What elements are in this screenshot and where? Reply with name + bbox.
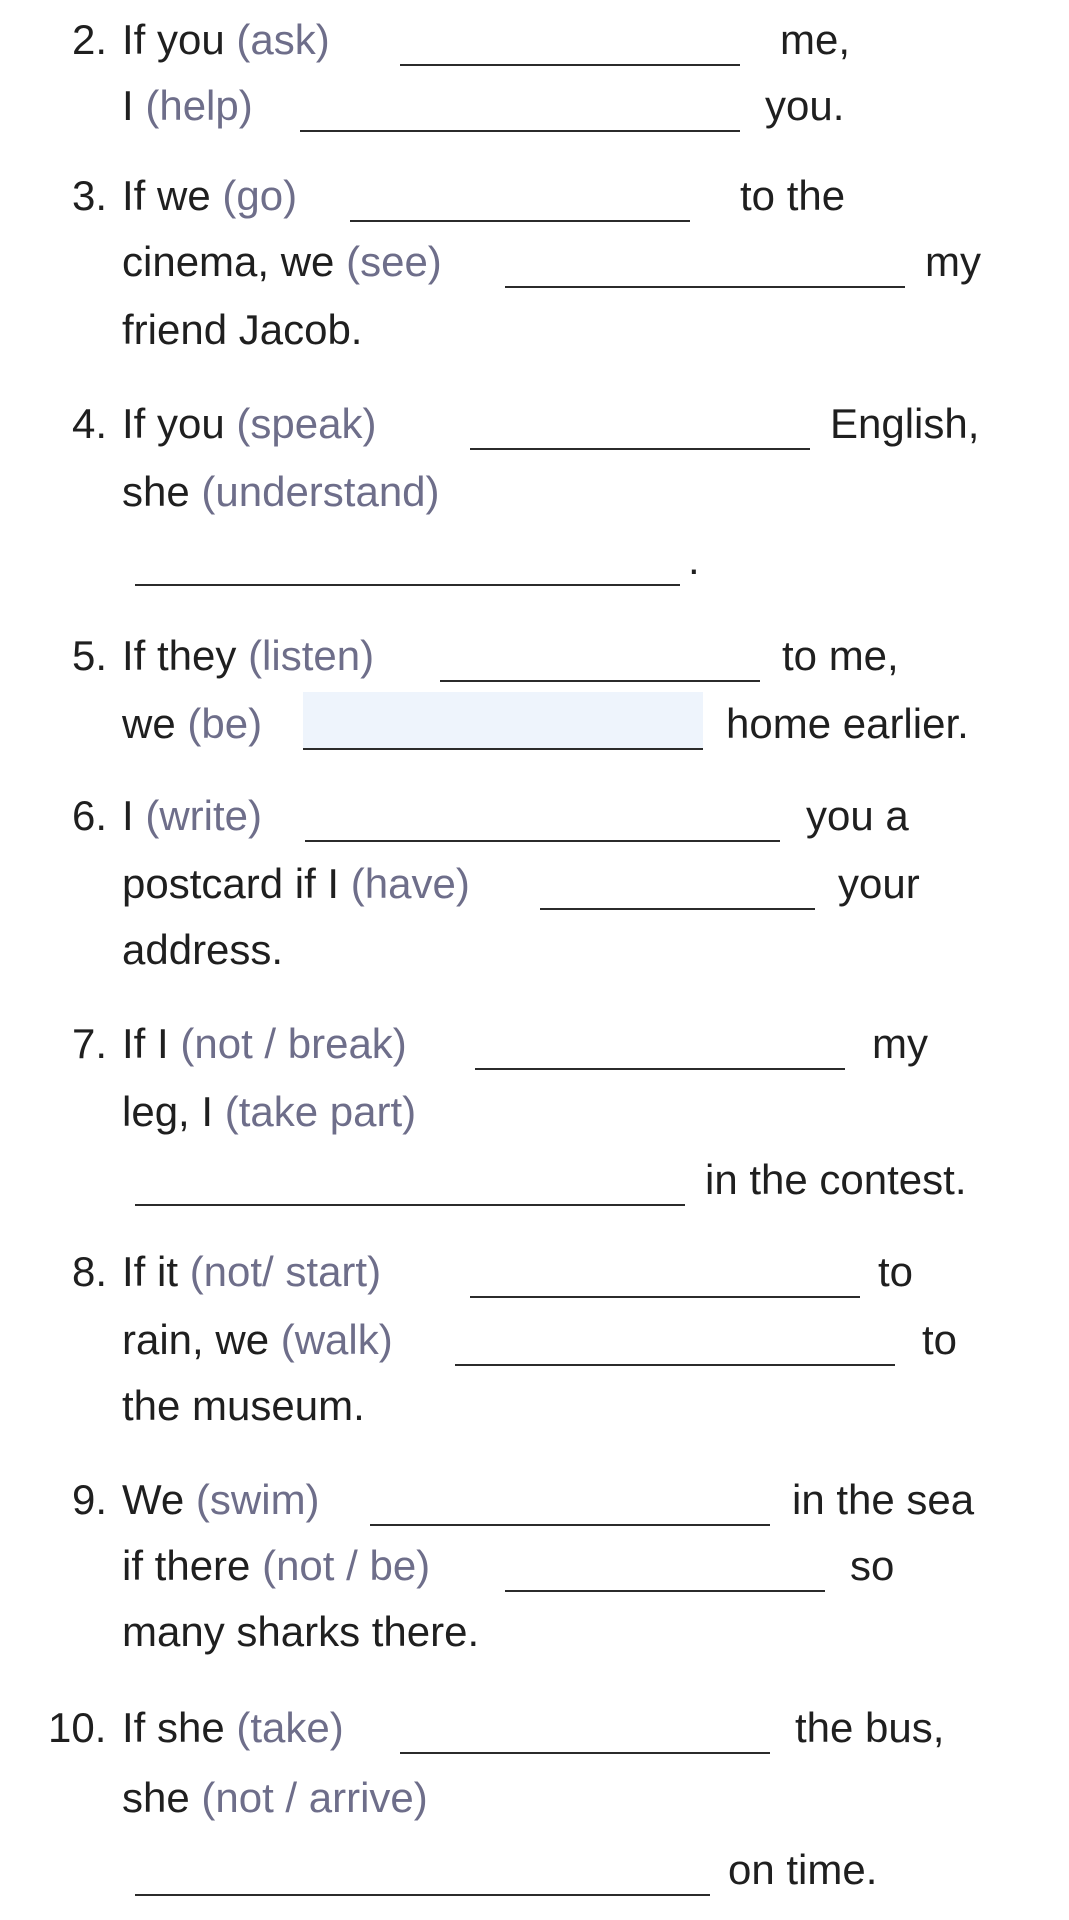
- verb-hint: (have): [350, 860, 470, 907]
- item-number: 2.: [72, 16, 108, 63]
- item-text: [122, 1240, 381, 1304]
- item-text-after: English,: [830, 400, 980, 447]
- item-number: 10.: [48, 1704, 107, 1751]
- item-text-after: you a: [806, 792, 909, 839]
- item-text-after: so: [850, 1542, 895, 1589]
- item-text: [122, 1696, 344, 1760]
- item-8-line-3: [0, 1374, 1069, 1438]
- item-text-part: If I: [122, 1020, 181, 1067]
- answer-blank[interactable]: [540, 908, 815, 910]
- verb-hint: (help): [145, 82, 253, 129]
- item-text: address.: [122, 926, 284, 973]
- item-text-part: she: [122, 468, 202, 515]
- item-5-line-2: [0, 692, 1069, 756]
- item-text: [122, 1766, 428, 1830]
- item-text: [122, 230, 442, 294]
- answer-blank[interactable]: [305, 840, 780, 842]
- verb-hint: (listen): [248, 632, 375, 679]
- item-text: [122, 1080, 416, 1144]
- item-8-line-1: [0, 1240, 1069, 1304]
- answer-blank[interactable]: [400, 64, 740, 66]
- verb-hint: (be): [187, 700, 263, 747]
- item-text: [122, 460, 440, 524]
- answer-blank[interactable]: [470, 448, 810, 450]
- item-text-after: in the contest.: [705, 1156, 967, 1203]
- item-2-line-2: [0, 74, 1069, 138]
- verb-hint: (not/ start): [189, 1248, 382, 1295]
- answer-blank[interactable]: [135, 1894, 710, 1896]
- item-text-part: If you: [122, 400, 237, 447]
- item-text-part: rain, we: [122, 1316, 281, 1363]
- item-2-line-1: [0, 8, 1069, 72]
- item-text-part: If we: [122, 172, 223, 219]
- item-text: [122, 1308, 393, 1372]
- answer-blank[interactable]: [505, 286, 905, 288]
- item-text-after: you.: [765, 82, 845, 129]
- verb-hint: (walk): [280, 1316, 393, 1363]
- item-3-line-2: [0, 230, 1069, 294]
- item-text-after: me,: [780, 16, 851, 63]
- item-9-line-1: [0, 1468, 1069, 1532]
- item-6-line-2: [0, 852, 1069, 916]
- item-text-part: If you: [122, 16, 237, 63]
- item-3-line-1: [0, 164, 1069, 228]
- answer-blank[interactable]: [505, 1590, 825, 1592]
- answer-blank[interactable]: [303, 748, 703, 750]
- answer-blank[interactable]: [440, 680, 760, 682]
- item-text-after: my: [872, 1020, 928, 1067]
- item-text-part: if there: [122, 1542, 263, 1589]
- item-text: friend Jacob.: [122, 306, 363, 353]
- item-text: [122, 1534, 430, 1598]
- verb-hint: (swim): [195, 1476, 320, 1523]
- answer-blank[interactable]: [370, 1524, 770, 1526]
- item-number: 5.: [72, 632, 108, 679]
- item-7-line-1: [0, 1012, 1069, 1076]
- verb-hint: (not / be): [262, 1542, 431, 1589]
- verb-hint: (go): [222, 172, 298, 219]
- answer-blank[interactable]: [475, 1068, 845, 1070]
- item-text-part: we: [122, 700, 188, 747]
- item-text-part: We: [122, 1476, 196, 1523]
- item-text-after: .: [688, 536, 700, 583]
- item-text-after: the bus,: [795, 1704, 945, 1751]
- item-text: [122, 692, 262, 756]
- item-text-part: If it: [122, 1248, 190, 1295]
- item-7-line-3: [0, 1148, 1069, 1212]
- item-text: the museum.: [122, 1382, 365, 1429]
- verb-hint: (see): [346, 238, 442, 285]
- answer-blank[interactable]: [300, 130, 740, 132]
- item-text: [122, 164, 297, 228]
- item-6-line-1: [0, 784, 1069, 848]
- item-text-after: to me,: [782, 632, 899, 679]
- verb-hint: (not / break): [180, 1020, 407, 1067]
- item-text-part: leg, I: [122, 1088, 225, 1135]
- item-text-after: to the: [740, 172, 846, 219]
- verb-hint: (take): [236, 1704, 344, 1751]
- item-text-part: I: [122, 82, 146, 129]
- item-7-line-2: [0, 1080, 1069, 1144]
- item-text-after: my: [925, 238, 981, 285]
- item-10-line-3: [0, 1838, 1069, 1902]
- item-text-part: If she: [122, 1704, 237, 1751]
- item-text-after: to: [922, 1316, 958, 1363]
- item-text-after: in the sea: [792, 1476, 975, 1523]
- item-text: [122, 74, 253, 138]
- answer-blank[interactable]: [350, 220, 690, 222]
- item-4-line-3: [0, 528, 1069, 592]
- item-10-line-1: [0, 1696, 1069, 1760]
- answer-blank[interactable]: [400, 1752, 770, 1754]
- item-number: 7.: [72, 1020, 108, 1067]
- item-number: 8.: [72, 1248, 108, 1295]
- item-text: [122, 8, 330, 72]
- item-4-line-2: [0, 460, 1069, 524]
- answer-blank[interactable]: [135, 1204, 685, 1206]
- item-text-part: cinema, we: [122, 238, 347, 285]
- verb-hint: (understand): [201, 468, 440, 515]
- verb-hint: (write): [145, 792, 262, 839]
- verb-hint: (speak): [236, 400, 377, 447]
- item-8-line-2: [0, 1308, 1069, 1372]
- item-text: [122, 852, 470, 916]
- item-6-line-3: [0, 918, 1069, 982]
- answer-blank[interactable]: [455, 1364, 895, 1366]
- item-text: [122, 1468, 320, 1532]
- answer-blank[interactable]: [135, 584, 680, 586]
- item-text: [122, 1012, 407, 1076]
- item-number: 3.: [72, 172, 108, 219]
- item-3-line-3: [0, 298, 1069, 362]
- item-text-part: postcard if I: [122, 860, 351, 907]
- item-text: [122, 392, 376, 456]
- item-text-part: I: [122, 792, 146, 839]
- item-text-part: If they: [122, 632, 249, 679]
- item-number: 4.: [72, 400, 108, 447]
- item-9-line-2: [0, 1534, 1069, 1598]
- answer-blank[interactable]: [470, 1296, 860, 1298]
- item-text-after: home earlier.: [726, 700, 969, 747]
- verb-hint: (ask): [236, 16, 330, 63]
- verb-hint: (take part): [224, 1088, 417, 1135]
- verb-hint: (not / arrive): [201, 1774, 428, 1821]
- item-number: 9.: [72, 1476, 108, 1523]
- item-5-line-1: [0, 624, 1069, 688]
- item-4-line-1: [0, 392, 1069, 456]
- item-10-line-2: [0, 1766, 1069, 1830]
- item-text-part: she: [122, 1774, 202, 1821]
- item-text-after: on time.: [728, 1846, 878, 1893]
- item-text: [122, 784, 262, 848]
- item-text-after: your: [838, 860, 920, 907]
- item-text-after: to: [878, 1248, 914, 1295]
- item-number: 6.: [72, 792, 108, 839]
- item-text: many sharks there.: [122, 1608, 480, 1655]
- item-text: [122, 624, 374, 688]
- item-9-line-3: [0, 1600, 1069, 1664]
- answer-highlight: [303, 692, 703, 748]
